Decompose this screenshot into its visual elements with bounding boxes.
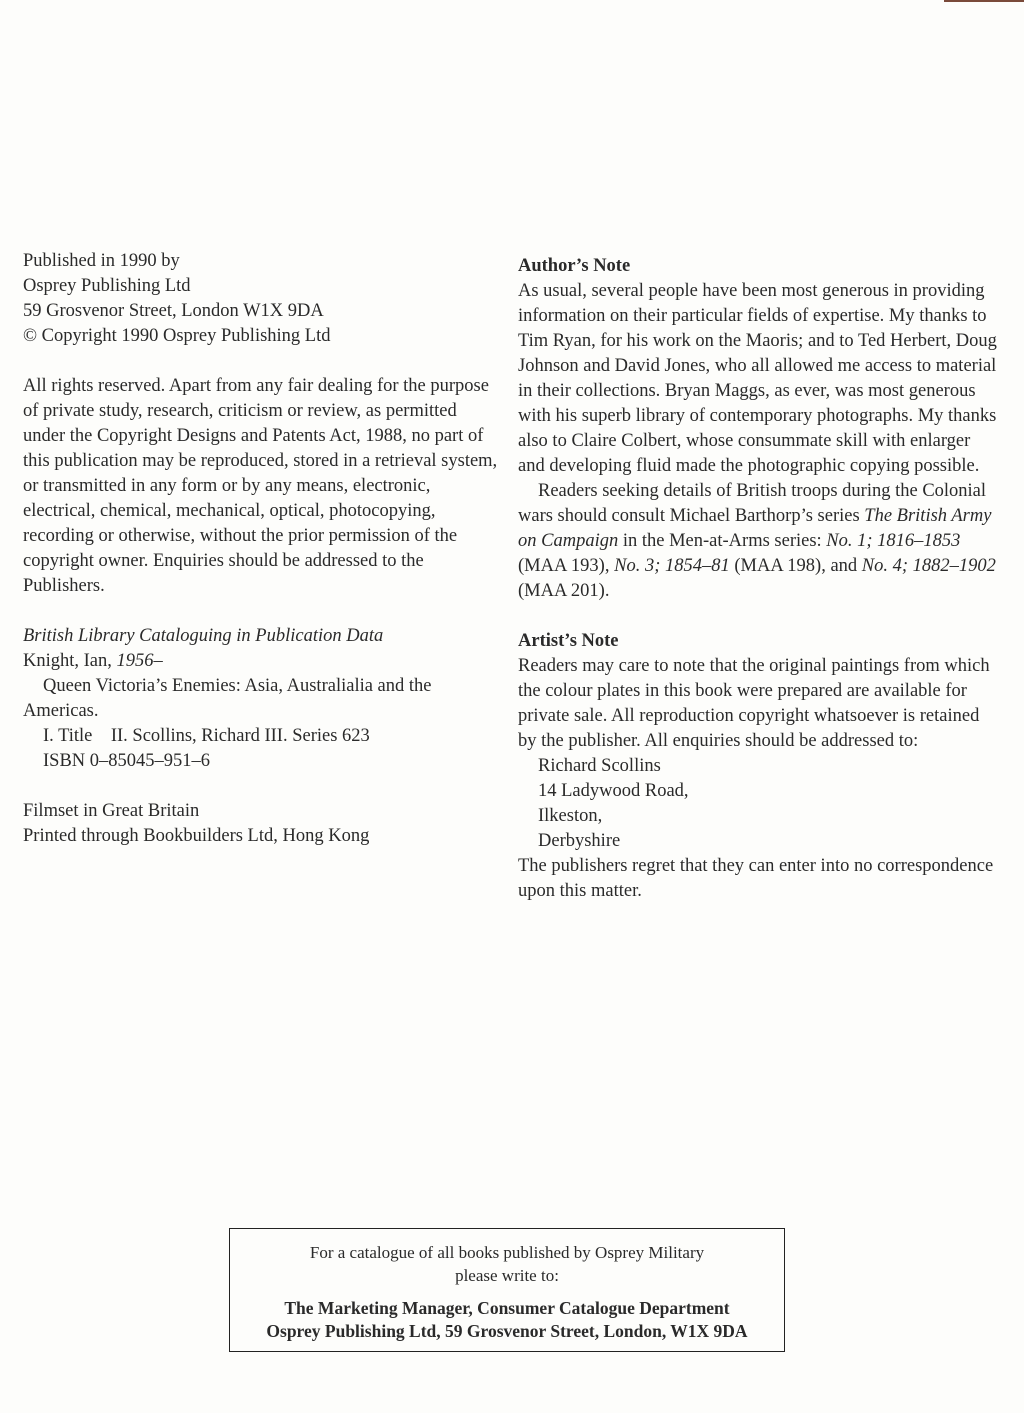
cataloguing-data <box>23 624 498 774</box>
rights-statement: All rights reserved. Apart from any fair dealing for the purpose of private study, research, criticism or review, as permitted under the Copyright Designs and Patents Act, 1988, no part of this publication may be reproduced, stored in a retrieval system, or transmitted in any form or by any means, electronic, electrical, chemical, mechanical, optical, photocopying, recording or otherwise, without the prior permission of the copyright owner. Enquiries should be addressed to the Publishers. <box>23 376 498 596</box>
address-line: Richard Scollins <box>538 756 661 776</box>
artists-note <box>518 629 998 904</box>
catalogue-line-2: please write to: <box>455 1266 559 1285</box>
artists-note-text: Readers may care to note that the original paintings from which the colour plates in this book were prepared are available for private sale. All reproduction copyright whatsoever is retained by the publisher. All enquiries should be addressed to: <box>518 656 990 751</box>
catalogue-recipient: The Marketing Manager, Consumer Catalogue Department <box>284 1298 730 1318</box>
address-line: Derbyshire <box>538 831 621 851</box>
volume-1-ref: (MAA 193), <box>518 556 615 576</box>
publishing-line: Published in 1990 by <box>23 251 180 271</box>
para2-start: Readers seeking details of British troops during the Colonial wars should consult Michael Barthorp’s series <box>518 481 987 526</box>
printing-info <box>23 799 498 849</box>
printing-line: Printed through Bookbuilders Ltd, Hong Kong <box>23 826 370 846</box>
volume-4: No. 4; 1882–1902 <box>861 556 996 576</box>
authors-note-heading: Author’s Note <box>518 256 631 276</box>
cataloguing-entries: I. Title II. Scollins, Richard III. Series 623 <box>43 726 370 746</box>
volume-3-ref: (MAA 198), and <box>729 556 862 576</box>
copyright-line: © Copyright 1990 Osprey Publishing Ltd <box>23 326 331 346</box>
publishing-line: Osprey Publishing Ltd <box>23 276 191 296</box>
left-column <box>23 249 498 849</box>
publishing-info <box>23 249 498 349</box>
cataloguing-heading: British Library Cataloguing in Publication Data <box>23 626 384 646</box>
address-line: Ilkeston, <box>538 806 603 826</box>
volume-1: No. 1; 1816–1853 <box>826 531 961 551</box>
printing-line: Filmset in Great Britain <box>23 801 200 821</box>
authors-note <box>518 254 998 604</box>
artists-note-closing: The publishers regret that they can enter into no correspondence upon this matter. <box>518 856 994 901</box>
right-column <box>518 254 998 904</box>
volume-4-ref: (MAA 201). <box>518 581 610 601</box>
publishing-line: 59 Grosvenor Street, London W1X 9DA <box>23 301 324 321</box>
series-title: The British Army on Campaign <box>518 506 992 551</box>
catalogue-box <box>229 1228 785 1352</box>
authors-note-paragraph-2 <box>518 479 998 604</box>
catalogue-line-1: For a catalogue of all books published by Osprey Military <box>309 1243 705 1262</box>
author-year: 1956– <box>116 651 163 671</box>
isbn: ISBN 0–85045–951–6 <box>43 751 211 771</box>
para2-mid: in the Men-at-Arms series: <box>618 531 827 551</box>
cataloguing-author <box>23 649 498 674</box>
address-line: 14 Ladywood Road, <box>538 781 689 801</box>
volume-3: No. 3; 1854–81 <box>614 556 730 576</box>
authors-note-paragraph: As usual, several people have been most generous in providing information on their particular fields of expertise. My thanks to Tim Ryan, for his work on the Maoris; and to Ted Herbert, Doug Johnson and David Jones, who all allowed me access to material in their collections. Bryan Maggs, as ever, was most generous with his superb library of contemporary photographs. My thanks also to Claire Colbert, whose consummate skill with enlarger and developing fluid made the photographic copying possible. <box>518 281 997 476</box>
cataloguing-title: Queen Victoria’s Enemies: Asia, Australialia and the Americas. <box>23 676 432 721</box>
catalogue-address: Osprey Publishing Ltd, 59 Grosvenor Street, London, W1X 9DA <box>266 1321 748 1341</box>
author-name: Knight, Ian, <box>23 651 117 671</box>
artists-note-heading: Artist’s Note <box>518 631 619 651</box>
